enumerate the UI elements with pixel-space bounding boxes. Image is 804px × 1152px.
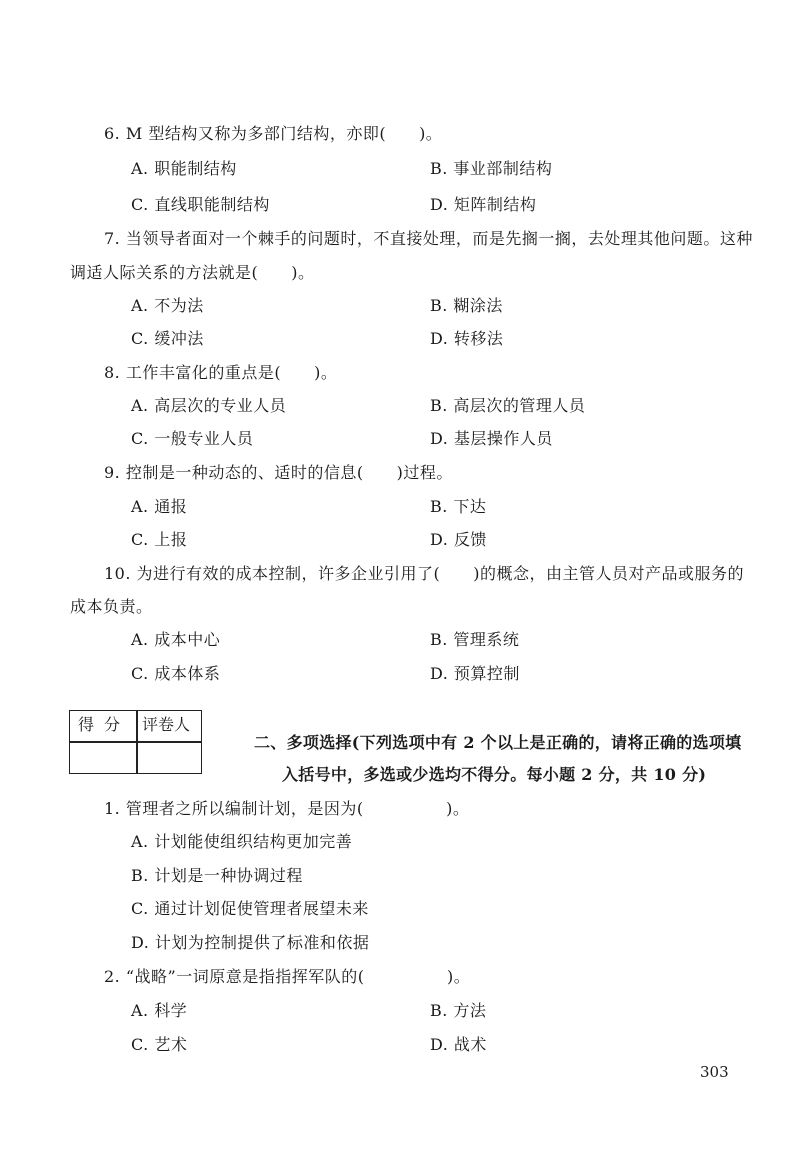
q7-stem-line2: 调适人际关系的方法就是( )。 — [70, 263, 315, 282]
mq1-option-a: A. 计划能使组织结构更加完善 — [131, 832, 353, 851]
section2-title-line2: 入括号中，多选或少选均不得分。每小题 2 分，共 10 分) — [282, 765, 707, 784]
q7-option-a: A. 不为法 — [131, 296, 204, 315]
q9-option-b: B. 下达 — [430, 497, 487, 516]
q6-option-d: D. 矩阵制结构 — [430, 195, 537, 214]
mq2-option-b: B. 方法 — [430, 1001, 487, 1020]
grader-header: 评卷人 — [142, 715, 191, 734]
mq2-option-a: A. 科学 — [131, 1001, 188, 1020]
q8-option-d: D. 基层操作人员 — [430, 429, 553, 448]
score-header: 得分 — [78, 715, 131, 734]
mq1-stem: 1. 管理者之所以编制计划，是因为( )。 — [104, 799, 470, 818]
q7-option-b: B. 糊涂法 — [430, 296, 503, 315]
q8-option-c: C. 一般专业人员 — [131, 429, 254, 448]
q6-option-b: B. 事业部制结构 — [430, 159, 553, 178]
q7-stem-line1: 7. 当领导者面对一个棘手的问题时，不直接处理，而是先搁一搁，去处理其他问题。这种 — [104, 229, 753, 248]
q6-stem: 6. M 型结构又称为多部门结构，亦即( )。 — [104, 124, 443, 143]
q10-stem-line1: 10. 为进行有效的成本控制，许多企业引用了( )的概念，由主管人员对产品或服务的 — [104, 564, 745, 583]
q10-option-c: C. 成本体系 — [131, 664, 221, 683]
mq2-option-c: C. 艺术 — [131, 1035, 188, 1054]
mq1-option-b: B. 计划是一种协调过程 — [131, 866, 303, 885]
section2-title-line1: 二、多项选择(下列选项中有 2 个以上是正确的，请将正确的选项填 — [254, 733, 742, 752]
mq1-option-c: C. 通过计划促使管理者展望未来 — [131, 899, 369, 918]
mq2-option-d: D. 战术 — [430, 1035, 487, 1054]
q6-option-c: C. 直线职能制结构 — [131, 195, 270, 214]
table-divider-horizontal — [70, 741, 201, 743]
q6-option-a: A. 职能制结构 — [131, 159, 237, 178]
q9-option-c: C. 上报 — [131, 530, 188, 549]
q10-stem-line2: 成本负责。 — [70, 597, 153, 616]
q7-option-d: D. 转移法 — [430, 329, 504, 348]
q9-stem: 9. 控制是一种动态的、适时的信息( )过程。 — [104, 463, 453, 482]
mq2-stem: 2. “战略”一词原意是指指挥军队的( )。 — [104, 967, 471, 986]
q10-option-b: B. 管理系统 — [430, 630, 520, 649]
q8-option-b: B. 高层次的管理人员 — [430, 396, 586, 415]
q8-stem: 8. 工作丰富化的重点是( )。 — [104, 363, 338, 382]
q9-option-d: D. 反馈 — [430, 530, 487, 549]
score-table — [69, 710, 202, 774]
q8-option-a: A. 高层次的专业人员 — [131, 396, 287, 415]
page-number: 303 — [700, 1063, 729, 1081]
mq1-option-d: D. 计划为控制提供了标准和依据 — [131, 933, 370, 952]
q7-option-c: C. 缓冲法 — [131, 329, 204, 348]
q10-option-d: D. 预算控制 — [430, 664, 520, 683]
q9-option-a: A. 通报 — [131, 497, 188, 516]
q10-option-a: A. 成本中心 — [131, 630, 221, 649]
